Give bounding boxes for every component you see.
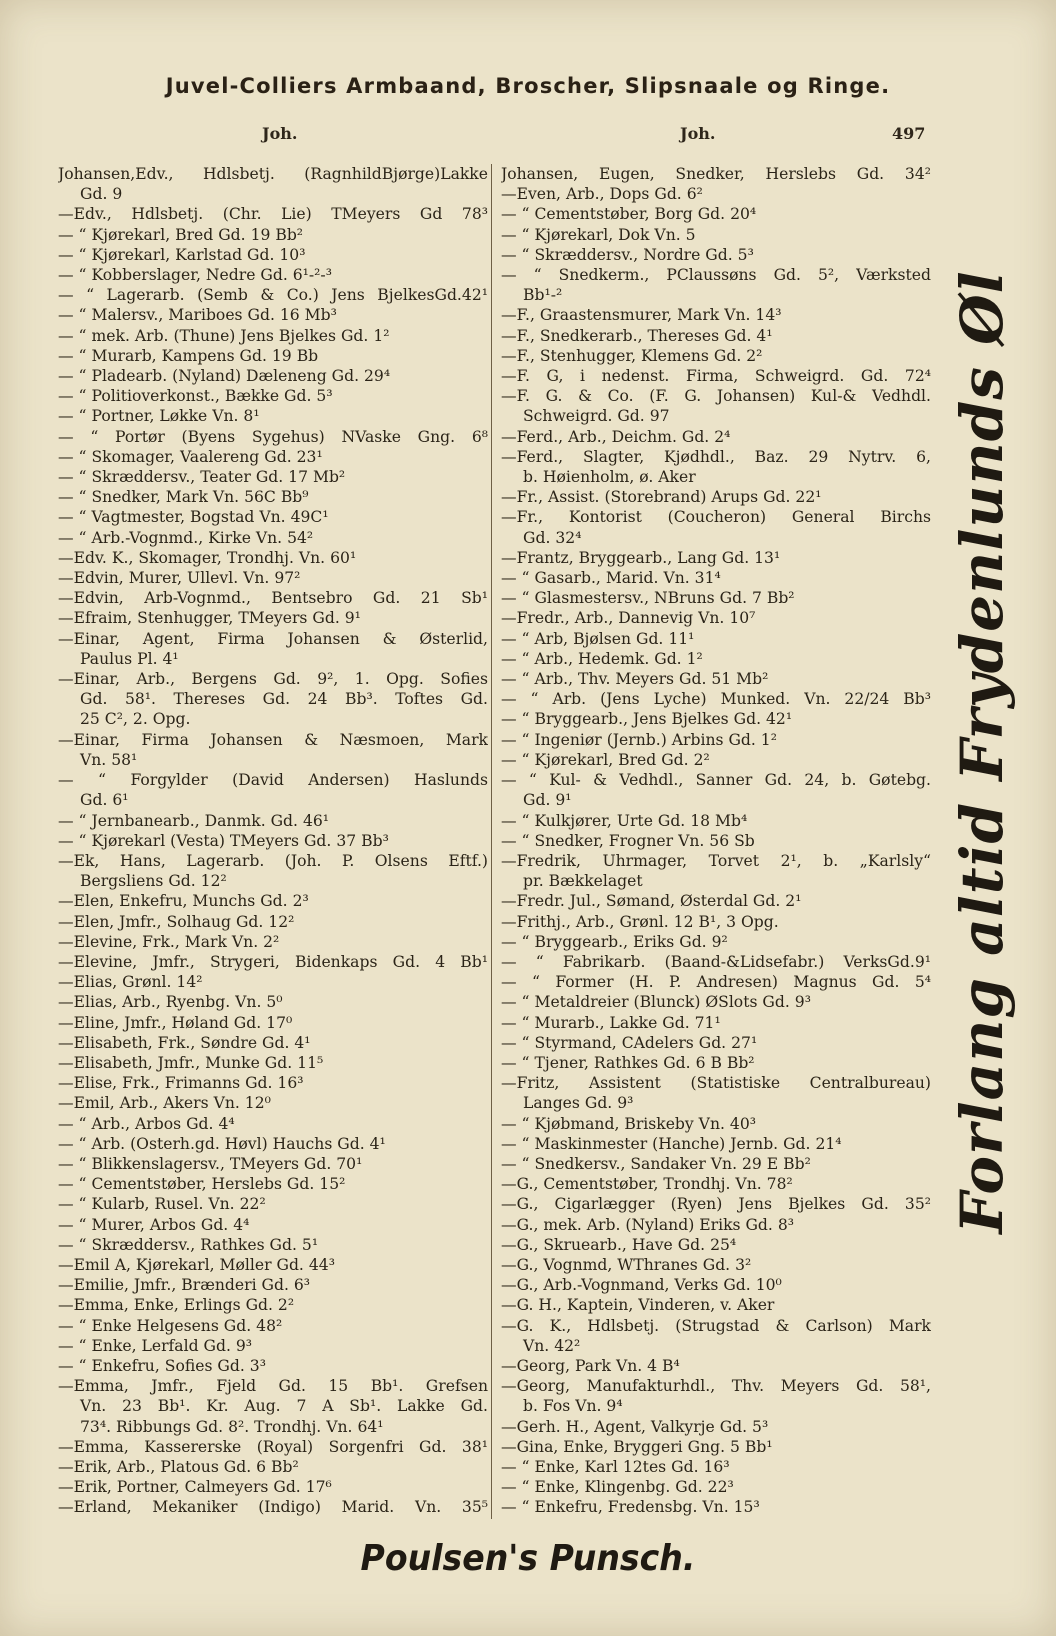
directory-entry: — “ Skræddersv., Rathkes Gd. 5¹: [58, 1235, 319, 1254]
directory-entry: — “ Kularb, Rusel. Vn. 22²: [58, 1195, 266, 1214]
directory-entry: —Elise, Frk., Frimanns Gd. 16³: [58, 1074, 304, 1093]
directory-entry: —Elevine, Jmfr., Strygeri, Bidenkaps Gd. 4 Bb¹: [58, 952, 488, 971]
directory-entry: — “ Snedkersv., Sandaker Vn. 29 E Bb²: [501, 1154, 811, 1173]
directory-entry: — “ Forgylder (David Andersen) Haslunds: [58, 771, 488, 790]
directory-entry: — “ Ingeniør (Jernb.) Arbins Gd. 1²: [501, 730, 777, 749]
directory-entry: —Emma, Kassererske (Royal) Sorgenfri Gd. 38¹: [58, 1437, 488, 1456]
directory-entry: — “ Malersv., Mariboes Gd. 16 Mb³: [58, 306, 337, 325]
directory-entry: —Fr., Assist. (Storebrand) Arups Gd. 22¹: [501, 488, 822, 507]
directory-entry: — “ Enke, Klingenbg. Gd. 22³: [501, 1478, 734, 1497]
directory-entry: —Gerh. H., Agent, Valkyrje Gd. 5³: [501, 1417, 769, 1436]
directory-entry: —G. K., Hdlsbetj. (Strugstad & Carlson) Mark: [501, 1316, 931, 1335]
directory-entry: Johansen, Eugen, Snedker, Herslebs Gd. 34²: [501, 165, 931, 183]
directory-entry: 73⁴. Ribbungs Gd. 8². Trondhj. Vn. 64¹: [80, 1417, 384, 1436]
directory-entry: — “ mek. Arb. (Thune) Jens Bjelkes Gd. 1²: [58, 326, 390, 345]
directory-entry: —Elisabeth, Jmfr., Munke Gd. 11⁵: [58, 1053, 324, 1072]
directory-entry: —Elisabeth, Frk., Søndre Gd. 4¹: [58, 1033, 311, 1052]
directory-entry: — “ Kulkjører, Urte Gd. 18 Mb⁴: [501, 811, 748, 830]
directory-entry: — “ Portner, Løkke Vn. 8¹: [58, 407, 260, 426]
directory-entry: — “ Pladearb. (Nyland) Dæleneng Gd. 29⁴: [58, 367, 391, 386]
directory-entry: Bb¹-²: [523, 286, 563, 305]
directory-entry: —G., Arb.-Vognmand, Verks Gd. 10⁰: [501, 1276, 782, 1295]
directory-entry: —Fredr., Arb., Dannevig Vn. 10⁷: [501, 609, 756, 628]
directory-entry: —F., Snedkerarb., Thereses Gd. 4¹: [501, 326, 773, 345]
directory-entry: —Emilie, Jmfr., Brænderi Gd. 6³: [58, 1276, 311, 1295]
directory-entry: — “ Enkefru, Sofies Gd. 3³: [58, 1356, 266, 1375]
directory-entry: — “ Lagerarb. (Semb & Co.) Jens BjelkesGd.42¹: [58, 286, 488, 305]
directory-entry: Langes Gd. 9³: [523, 1094, 634, 1113]
directory-entry: — “ Tjener, Rathkes Gd. 6 B Bb²: [501, 1053, 755, 1072]
directory-entry: — “ Enke, Lerfald Gd. 9³: [58, 1336, 253, 1355]
directory-entry: — “ Snedker, Mark Vn. 56C Bb⁹: [58, 488, 309, 507]
directory-entry: — “ Murarb., Lakke Gd. 71¹: [501, 1013, 721, 1032]
directory-entry: — “ Gasarb., Marid. Vn. 31⁴: [501, 569, 721, 588]
directory-entry: —G., Cigarlægger (Ryen) Jens Bjelkes Gd. 35²: [501, 1195, 931, 1214]
directory-entry: — “ Bryggearb., Eriks Gd. 9²: [501, 932, 728, 951]
right-column: [501, 164, 931, 1524]
directory-entry: Gd. 9¹: [523, 791, 572, 810]
directory-entry: — “ Skræddersv., Teater Gd. 17 Mb²: [58, 468, 346, 487]
directory-entry: —Elen, Jmfr., Solhaug Gd. 12²: [58, 912, 295, 931]
directory-entry: —Edvin, Murer, Ullevl. Vn. 97²: [58, 569, 301, 588]
column-divider: [491, 164, 492, 1519]
directory-entry: — “ Glasmestersv., NBruns Gd. 7 Bb²: [501, 589, 795, 608]
directory-entry: — “ Snedker, Frogner Vn. 56 Sb: [501, 831, 755, 850]
directory-entry: —Frantz, Bryggearb., Lang Gd. 13¹: [501, 548, 781, 567]
directory-entry: —Frithj., Arb., Grønl. 12 B¹, 3 Opg.: [501, 912, 779, 931]
directory-entry: — “ Jernbanearb., Danmk. Gd. 46¹: [58, 811, 330, 830]
directory-entry: —G., Skruearb., Have Gd. 25⁴: [501, 1235, 737, 1254]
directory-entry: —Emma, Enke, Erlings Gd. 2²: [58, 1296, 295, 1315]
directory-entry: —Edv., Hdlsbetj. (Chr. Lie) TMeyers Gd 78³: [58, 205, 488, 224]
directory-entry: —Elevine, Frk., Mark Vn. 2²: [58, 932, 280, 951]
directory-entry: 25 C², 2. Opg.: [80, 710, 191, 729]
directory-entry: — “ Fabrikarb. (Baand-&Lidsefabr.) VerksGd.9¹: [501, 952, 931, 971]
directory-entry: —Erland, Mekaniker (Indigo) Marid. Vn. 35⁵: [58, 1498, 488, 1517]
directory-entry: —Fritz, Assistent (Statistiske Centralbureau): [501, 1074, 931, 1093]
directory-entry: —G., mek. Arb. (Nyland) Eriks Gd. 8³: [501, 1215, 794, 1234]
page-number: 497: [892, 124, 926, 143]
directory-entry: pr. Bækkelaget: [523, 872, 643, 891]
directory-entry: Johansen,Edv., Hdlsbetj. (RagnhildBjørge)Lakke: [58, 165, 488, 183]
directory-entry: —Ferd., Slagter, Kjødhdl., Baz. 29 Nytrv. 6,: [501, 447, 931, 466]
directory-entry: — “ Snedkerm., PClaussøns Gd. 5², Værksted: [501, 266, 931, 285]
directory-entry: —Gina, Enke, Bryggeri Gng. 5 Bb¹: [501, 1437, 773, 1456]
directory-entry: — “ Arb., Thv. Meyers Gd. 51 Mb²: [501, 670, 769, 689]
directory-entry: —F. G, i nedenst. Firma, Schweigrd. Gd. 72⁴: [501, 367, 931, 386]
directory-entry: — “ Enkefru, Fredensbg. Vn. 15³: [501, 1498, 760, 1517]
directory-entry: — “ Kjørekarl, Karlstad Gd. 10³: [58, 245, 306, 264]
directory-entry: —Ek, Hans, Lagerarb. (Joh. P. Olsens Eftf.): [58, 851, 488, 870]
directory-entry: — “ Kjøbmand, Briskeby Vn. 40³: [501, 1114, 756, 1133]
directory-entry: — “ Kjørekarl, Dok Vn. 5: [501, 225, 696, 244]
directory-entry: —Eline, Jmfr., Høland Gd. 17⁰: [58, 1013, 293, 1032]
directory-entry: — “ Blikkenslagersv., TMeyers Gd. 70¹: [58, 1154, 363, 1173]
directory-entry: —G., Cementstøber, Trondhj. Vn. 78²: [501, 1175, 793, 1194]
directory-entry: — “ Arb., Hedemk. Gd. 1²: [501, 649, 703, 668]
directory-entry: —F., Stenhugger, Klemens Gd. 2²: [501, 346, 763, 365]
directory-entry: —F. G. & Co. (F. G. Johansen) Kul-& Vedhdl.: [501, 387, 931, 406]
directory-entry: — “ Arb. (Jens Lyche) Munked. Vn. 22/24 Bb³: [501, 690, 931, 709]
directory-entry: — “ Murer, Arbos Gd. 4⁴: [58, 1215, 250, 1234]
directory-entry: — “ Arb. (Osterh.gd. Høvl) Hauchs Gd. 4¹: [58, 1134, 386, 1153]
directory-entry: — “ Politioverkonst., Bække Gd. 5³: [58, 387, 333, 406]
directory-entry: — “ Arb, Bjølsen Gd. 11¹: [501, 629, 695, 648]
directory-entry: —Elen, Enkefru, Munchs Gd. 2³: [58, 892, 309, 911]
directory-entry: —G. H., Kaptein, Vinderen, v. Aker: [501, 1296, 775, 1315]
directory-entry: —Emma, Jmfr., Fjeld Gd. 15 Bb¹. Grefsen: [58, 1377, 488, 1396]
directory-entry: —Fredrik, Uhrmager, Torvet 2¹, b. „Karlsly“: [501, 851, 931, 870]
directory-entry: —Fr., Kontorist (Coucheron) General Birchs: [501, 508, 931, 527]
directory-entry: — “ Kul- & Vedhdl., Sanner Gd. 24, b. Gøtebg.: [501, 771, 931, 790]
directory-entry: —Georg, Manufakturhdl., Thv. Meyers Gd. 58¹,: [501, 1377, 931, 1396]
directory-entry: —Erik, Portner, Calmeyers Gd. 17⁶: [58, 1478, 332, 1497]
bottom-advertisement: Poulsen's Punsch.: [360, 1538, 696, 1579]
directory-entry: Gd. 9: [80, 185, 123, 204]
directory-entry: — “ Cementstøber, Herslebs Gd. 15²: [58, 1175, 346, 1194]
directory-entry: — “ Former (H. P. Andresen) Magnus Gd. 5⁴: [501, 973, 931, 992]
side-advertisement: Forlang altid Frydenlunds Øl: [948, 270, 1016, 1234]
directory-entry: Gd. 58¹. Thereses Gd. 24 Bb³. Toftes Gd.: [80, 690, 488, 709]
directory-entry: Gd. 32⁴: [523, 528, 582, 547]
directory-entry: Bergsliens Gd. 12²: [80, 872, 227, 891]
directory-entry: —Emil, Arb., Akers Vn. 12⁰: [58, 1094, 271, 1113]
directory-entry: — “ Vagtmester, Bogstad Vn. 49C¹: [58, 508, 329, 527]
directory-entry: —Elias, Arb., Ryenbg. Vn. 5⁰: [58, 993, 283, 1012]
directory-entry: Schweigrd. Gd. 97: [523, 407, 670, 426]
directory-entry: Vn. 58¹: [80, 750, 138, 769]
directory-entry: — “ Enke Helgesens Gd. 48²: [58, 1316, 283, 1335]
directory-entry: — “ Arb., Arbos Gd. 4⁴: [58, 1114, 235, 1133]
directory-entry: — “ Portør (Byens Sygehus) NVaske Gng. 6⁸: [58, 427, 488, 446]
directory-entry: — “ Bryggearb., Jens Bjelkes Gd. 42¹: [501, 710, 793, 729]
directory-entry: b. Fos Vn. 9⁴: [523, 1397, 623, 1416]
running-head-right: Joh.: [680, 124, 716, 143]
directory-entry: —Erik, Arb., Platous Gd. 6 Bb²: [58, 1458, 299, 1476]
directory-entry: —Ferd., Arb., Deichm. Gd. 2⁴: [501, 427, 731, 446]
directory-entry: —Fredr. Jul., Sømand, Østerdal Gd. 2¹: [501, 892, 802, 911]
directory-entry: —Edv. K., Skomager, Trondhj. Vn. 60¹: [58, 548, 357, 567]
directory-entry: —Einar, Agent, Firma Johansen & Østerlid,: [58, 629, 488, 648]
left-column: [58, 164, 488, 1524]
directory-entry: — “ Arb.-Vognmd., Kirke Vn. 54²: [58, 528, 314, 547]
directory-entry: — “ Styrmand, CAdelers Gd. 27¹: [501, 1033, 758, 1052]
directory-entry: —Edvin, Arb-Vognmd., Bentsebro Gd. 21 Sb¹: [58, 589, 488, 608]
directory-entry: — “ Metaldreier (Blunck) ØSlots Gd. 9³: [501, 993, 811, 1012]
directory-entry: — “ Kjørekarl, Bred Gd. 2²: [501, 750, 710, 769]
directory-entry: Paulus Pl. 4¹: [80, 649, 179, 668]
directory-entry: Gd. 6¹: [80, 791, 129, 810]
directory-entry: — “ Enke, Karl 12tes Gd. 16³: [501, 1458, 730, 1476]
directory-entry: —Einar, Firma Johansen & Næsmoen, Mark: [58, 730, 488, 749]
running-head-left: Joh.: [262, 124, 298, 143]
directory-entry: —Einar, Arb., Bergens Gd. 9², 1. Opg. Sofies: [58, 670, 488, 689]
directory-entry: —Even, Arb., Dops Gd. 6²: [501, 185, 703, 204]
directory-entry: —Elias, Grønl. 14²: [58, 973, 203, 992]
directory-entry: — “ Murarb, Kampens Gd. 19 Bb: [58, 346, 319, 365]
directory-entry: —Emil A, Kjørekarl, Møller Gd. 44³: [58, 1255, 335, 1274]
directory-entry: — “ Skomager, Vaalereng Gd. 23¹: [58, 447, 323, 466]
directory-entry: — “ Kjørekarl (Vesta) TMeyers Gd. 37 Bb³: [58, 831, 389, 850]
directory-entry: — “ Kobberslager, Nedre Gd. 6¹-²-³: [58, 266, 332, 285]
directory-entry: — “ Cementstøber, Borg Gd. 20⁴: [501, 205, 757, 224]
directory-entry: —Efraim, Stenhugger, TMeyers Gd. 9¹: [58, 609, 361, 628]
directory-entry: —G., Vognmd, WThranes Gd. 3²: [501, 1255, 752, 1274]
directory-entry: — “ Maskinmester (Hanche) Jernb. Gd. 21⁴: [501, 1134, 842, 1153]
directory-entry: Vn. 23 Bb¹. Kr. Aug. 7 A Sb¹. Lakke Gd.: [80, 1397, 488, 1416]
directory-entry: —F., Graastensmurer, Mark Vn. 14³: [501, 306, 782, 325]
directory-entry: Vn. 42²: [523, 1336, 581, 1355]
directory-entry: —Georg, Park Vn. 4 B⁴: [501, 1356, 680, 1375]
directory-entry: — “ Kjørekarl, Bred Gd. 19 Bb²: [58, 225, 304, 244]
directory-entry: — “ Skræddersv., Nordre Gd. 5³: [501, 245, 754, 264]
top-banner-advertisement: Juvel-Colliers Armbaand, Broscher, Slipsnaale og Ringe.: [165, 74, 891, 98]
directory-entry: b. Høienholm, ø. Aker: [523, 468, 696, 487]
